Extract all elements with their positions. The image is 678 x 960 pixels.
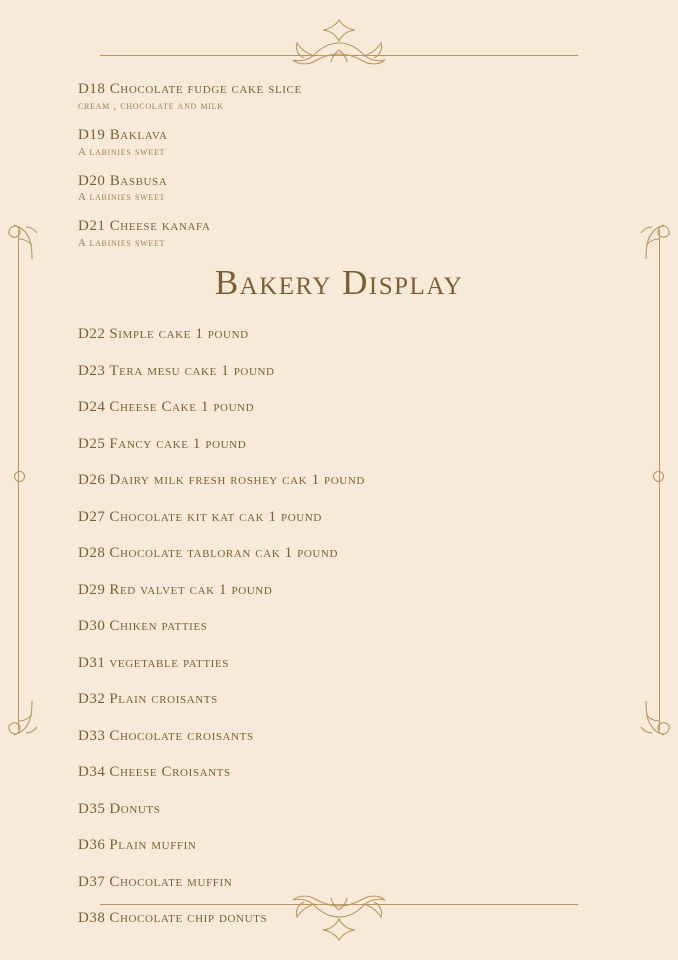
menu-item-name: Cheese Cake 1 pound [109,399,255,415]
menu-item-name: Cheese Croisants [109,764,231,780]
menu-item-code: D36 [78,837,106,853]
menu-item-name: Chocolate muffin [109,873,233,890]
menu-item-title [78,172,600,191]
menu-item-code: D20 [78,172,106,189]
list-item [78,690,600,708]
menu-item-name: Dairy milk fresh roshey cak 1 pound [109,472,365,488]
menu-item-title [78,217,600,236]
menu-item-name: Simple cake 1 pound [109,326,249,342]
menu-item-code: D30 [78,618,106,634]
menu-item-code: D23 [78,362,106,379]
menu-item-code: D26 [78,472,106,488]
menu-item-name: Chocolate croisants [109,727,254,744]
menu-item-code: D22 [78,326,106,342]
menu-item-name: Cheese kanafa [109,218,211,235]
menu-item-name: Chocolate fudge cake slice [109,81,302,97]
menu-item-name: Chiken patties [109,618,208,634]
list-item [78,654,600,672]
list-item [78,581,600,599]
bakery-display-list [78,325,600,927]
menu-item-code: D21 [78,218,106,235]
menu-item-code: D28 [78,545,106,561]
menu-item-name: Donuts [109,800,161,817]
menu-item-description: A labinies sweet [78,145,166,158]
menu-item-code: D27 [78,508,106,525]
menu-item-code: D32 [78,691,106,707]
menu-item-name: Tera mesu cake 1 pound [109,362,275,379]
list-item [78,398,600,416]
menu-item-code: D25 [78,435,106,452]
list-item [78,617,600,635]
list-item [78,727,600,745]
menu-item [78,126,600,158]
section-title: Bakery Display [214,263,464,302]
menu-item-name: Basbusa [109,172,168,189]
menu-item-description: cream , chocolate and milk [78,99,224,112]
menu-item-name: Plain croisants [109,691,218,707]
menu-content [0,80,678,946]
list-item [78,471,600,489]
menu-item-code: D33 [78,727,106,744]
menu-item [78,172,600,204]
top-center-flourish-icon [249,14,429,66]
menu-item-name: Red valvet cak 1 pound [109,581,273,598]
menu-item-name: Chocolate tabloran cak 1 pound [109,545,339,561]
menu-item-description: A labinies sweet [78,191,166,204]
list-item [78,508,600,526]
menu-item-name: vegetable patties [109,654,229,671]
menu-item-description: A labinies sweet [78,237,166,249]
list-item [78,873,600,891]
menu-item-code: D34 [78,764,106,780]
list-item [78,435,600,453]
list-item [78,763,600,781]
menu-item-name: Chocolate kit kat cak 1 pound [109,508,322,525]
menu-item-code: D37 [78,873,106,890]
list-item [78,909,600,927]
menu-item-name: Baklava [109,126,168,143]
menu-item-code: D31 [78,654,106,671]
menu-item-name: Fancy cake 1 pound [109,435,247,452]
list-item [78,362,600,380]
list-item [78,544,600,562]
list-item [78,325,600,343]
menu-item-title [78,126,600,145]
menu-item-name: Chocolate chip donuts [109,910,268,926]
list-item [78,800,600,818]
menu-item-name: Plain muffin [109,837,197,853]
menu-item-code: D29 [78,581,106,598]
menu-item [78,217,600,249]
menu-item [78,80,600,112]
menu-item-code: D24 [78,399,106,415]
menu-item-code: D18 [78,81,106,97]
menu-item-title [78,80,600,99]
menu-item-code: D19 [78,126,106,143]
menu-item-code: D35 [78,800,106,817]
list-item [78,836,600,854]
menu-item-code: D38 [78,910,106,926]
